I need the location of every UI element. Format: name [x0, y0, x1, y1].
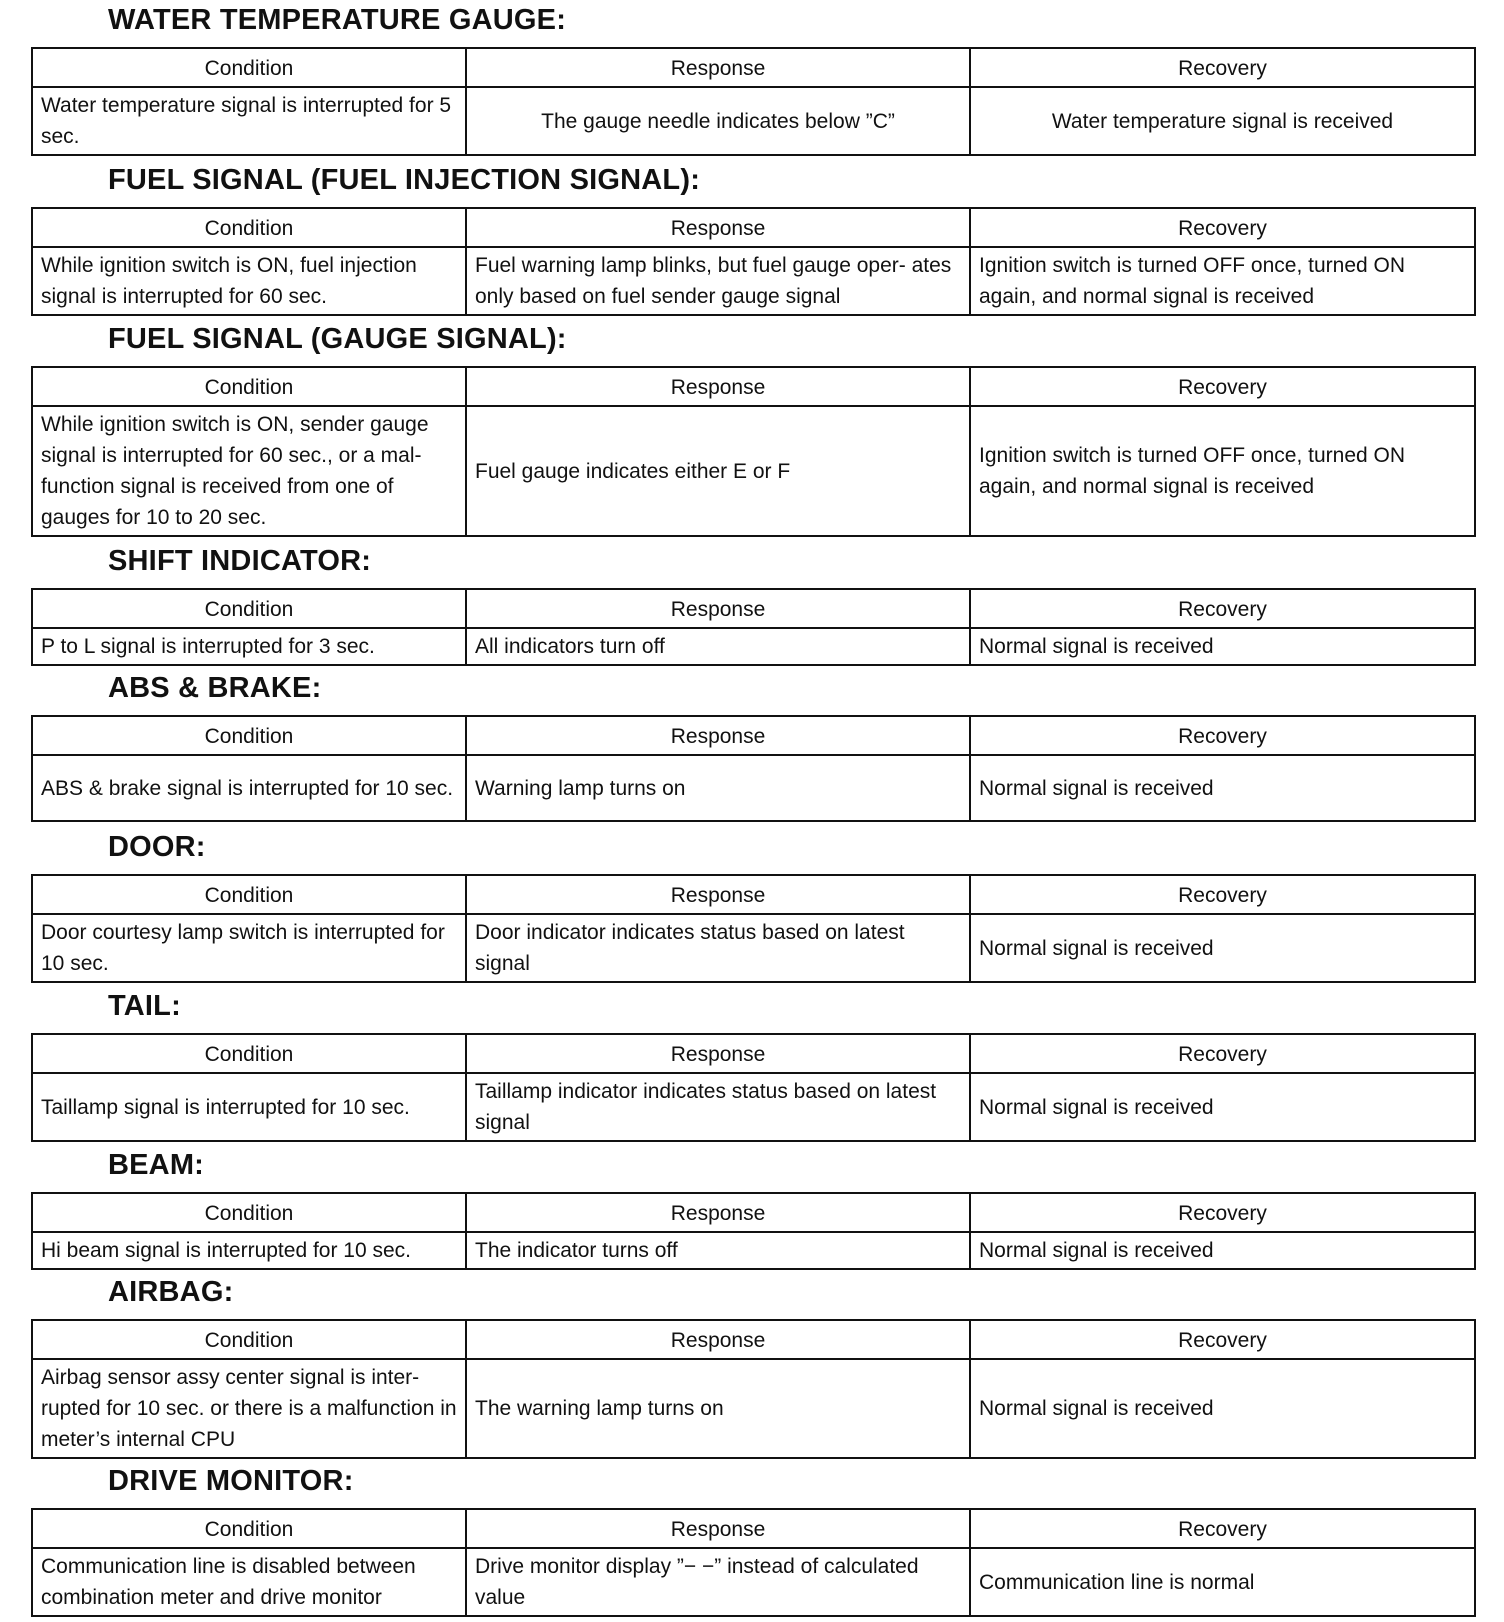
- header-response: Response: [466, 208, 970, 247]
- table-row: [32, 87, 1475, 155]
- response-cell: Drive monitor display ”− −” instead of calculated value: [466, 1548, 970, 1616]
- table-row: [32, 1548, 1475, 1616]
- section-title-drive-monitor: DRIVE MONITOR:: [108, 1465, 354, 1497]
- table-header-row: [32, 208, 1475, 247]
- table-header-row: [32, 875, 1475, 914]
- response-cell: All indicators turn off: [466, 628, 970, 665]
- recovery-cell: Ignition switch is turned OFF once, turned ON again, and normal signal is received: [970, 406, 1475, 536]
- header-response: Response: [466, 1193, 970, 1232]
- section-title-beam: BEAM:: [108, 1149, 205, 1181]
- table-row: [32, 1073, 1475, 1141]
- condition-cell: P to L signal is interrupted for 3 sec.: [32, 628, 466, 665]
- recovery-cell: Ignition switch is turned OFF once, turned ON again, and normal signal is received: [970, 247, 1475, 315]
- header-response: Response: [466, 1034, 970, 1073]
- table-row: [32, 406, 1475, 536]
- condition-cell: Taillamp signal is interrupted for 10 sec.: [32, 1073, 466, 1141]
- header-condition: Condition: [32, 1193, 466, 1232]
- table-row: [32, 755, 1475, 821]
- recovery-cell: Normal signal is received: [970, 628, 1475, 665]
- condition-cell: Door courtesy lamp switch is interrupted for 10 sec.: [32, 914, 466, 982]
- header-recovery: Recovery: [970, 1509, 1475, 1548]
- table-header-row: [32, 716, 1475, 755]
- response-cell: The indicator turns off: [466, 1232, 970, 1269]
- response-cell: Taillamp indicator indicates status based on latest signal: [466, 1073, 970, 1141]
- header-recovery: Recovery: [970, 589, 1475, 628]
- table-header-row: [32, 48, 1475, 87]
- header-condition: Condition: [32, 208, 466, 247]
- recovery-cell: Water temperature signal is received: [970, 87, 1475, 155]
- condition-cell: Airbag sensor assy center signal is inter- rupted for 10 sec. or there is a malfunction in meter’s internal CPU: [32, 1359, 466, 1458]
- header-recovery: Recovery: [970, 208, 1475, 247]
- recovery-cell: Normal signal is received: [970, 1232, 1475, 1269]
- section-title-airbag: AIRBAG:: [108, 1276, 234, 1308]
- table-water-temperature-gauge: [31, 47, 1476, 156]
- header-recovery: Recovery: [970, 1034, 1475, 1073]
- header-condition: Condition: [32, 1509, 466, 1548]
- recovery-cell: Communication line is normal: [970, 1548, 1475, 1616]
- header-response: Response: [466, 716, 970, 755]
- table-header-row: [32, 1034, 1475, 1073]
- condition-cell: While ignition switch is ON, sender gauge signal is interrupted for 60 sec., or a mal- function signal is received from one of gauges for 10 to 20 sec.: [32, 406, 466, 536]
- condition-cell: ABS & brake signal is interrupted for 10 sec.: [32, 755, 466, 821]
- table-header-row: [32, 1193, 1475, 1232]
- header-condition: Condition: [32, 1320, 466, 1359]
- response-cell: Warning lamp turns on: [466, 755, 970, 821]
- section-title-abs-brake: ABS & BRAKE:: [108, 672, 322, 704]
- header-recovery: Recovery: [970, 48, 1475, 87]
- header-response: Response: [466, 1509, 970, 1548]
- table-shift-indicator: [31, 588, 1476, 666]
- recovery-cell: Normal signal is received: [970, 1359, 1475, 1458]
- header-condition: Condition: [32, 589, 466, 628]
- recovery-cell: Normal signal is received: [970, 914, 1475, 982]
- header-response: Response: [466, 1320, 970, 1359]
- table-fuel-injection-signal: [31, 207, 1476, 316]
- condition-cell: Communication line is disabled between combination meter and drive monitor: [32, 1548, 466, 1616]
- table-header-row: [32, 1320, 1475, 1359]
- table-abs-brake: [31, 715, 1476, 822]
- table-drive-monitor: [31, 1508, 1476, 1617]
- header-condition: Condition: [32, 48, 466, 87]
- header-condition: Condition: [32, 367, 466, 406]
- response-cell: Fuel warning lamp blinks, but fuel gauge oper- ates only based on fuel sender gauge signal: [466, 247, 970, 315]
- header-recovery: Recovery: [970, 1320, 1475, 1359]
- header-condition: Condition: [32, 875, 466, 914]
- response-cell: The gauge needle indicates below ”C”: [466, 87, 970, 155]
- header-response: Response: [466, 589, 970, 628]
- header-response: Response: [466, 367, 970, 406]
- table-row: [32, 1359, 1475, 1458]
- section-title-tail: TAIL:: [108, 990, 181, 1022]
- table-airbag: [31, 1319, 1476, 1459]
- table-header-row: [32, 367, 1475, 406]
- condition-cell: While ignition switch is ON, fuel injection signal is interrupted for 60 sec.: [32, 247, 466, 315]
- section-title-shift-indicator: SHIFT INDICATOR:: [108, 545, 372, 577]
- header-response: Response: [466, 48, 970, 87]
- header-recovery: Recovery: [970, 1193, 1475, 1232]
- header-recovery: Recovery: [970, 367, 1475, 406]
- section-title-fuel-gauge-signal: FUEL SIGNAL (GAUGE SIGNAL):: [108, 323, 567, 355]
- section-title-door: DOOR:: [108, 831, 206, 863]
- table-fuel-gauge-signal: [31, 366, 1476, 537]
- condition-cell: Water temperature signal is interrupted for 5 sec.: [32, 87, 466, 155]
- response-cell: Door indicator indicates status based on latest signal: [466, 914, 970, 982]
- response-cell: Fuel gauge indicates either E or F: [466, 406, 970, 536]
- table-row: [32, 914, 1475, 982]
- header-recovery: Recovery: [970, 716, 1475, 755]
- recovery-cell: Normal signal is received: [970, 1073, 1475, 1141]
- table-tail: [31, 1033, 1476, 1142]
- header-response: Response: [466, 875, 970, 914]
- table-beam: [31, 1192, 1476, 1270]
- section-title-water-temperature-gauge: WATER TEMPERATURE GAUGE:: [108, 4, 567, 36]
- recovery-cell: Normal signal is received: [970, 755, 1475, 821]
- table-row: [32, 1232, 1475, 1269]
- header-recovery: Recovery: [970, 875, 1475, 914]
- table-door: [31, 874, 1476, 983]
- table-row: [32, 247, 1475, 315]
- table-row: [32, 628, 1475, 665]
- header-condition: Condition: [32, 716, 466, 755]
- response-cell: The warning lamp turns on: [466, 1359, 970, 1458]
- condition-cell: Hi beam signal is interrupted for 10 sec.: [32, 1232, 466, 1269]
- table-header-row: [32, 1509, 1475, 1548]
- section-title-fuel-injection-signal: FUEL SIGNAL (FUEL INJECTION SIGNAL):: [108, 164, 701, 196]
- header-condition: Condition: [32, 1034, 466, 1073]
- table-header-row: [32, 589, 1475, 628]
